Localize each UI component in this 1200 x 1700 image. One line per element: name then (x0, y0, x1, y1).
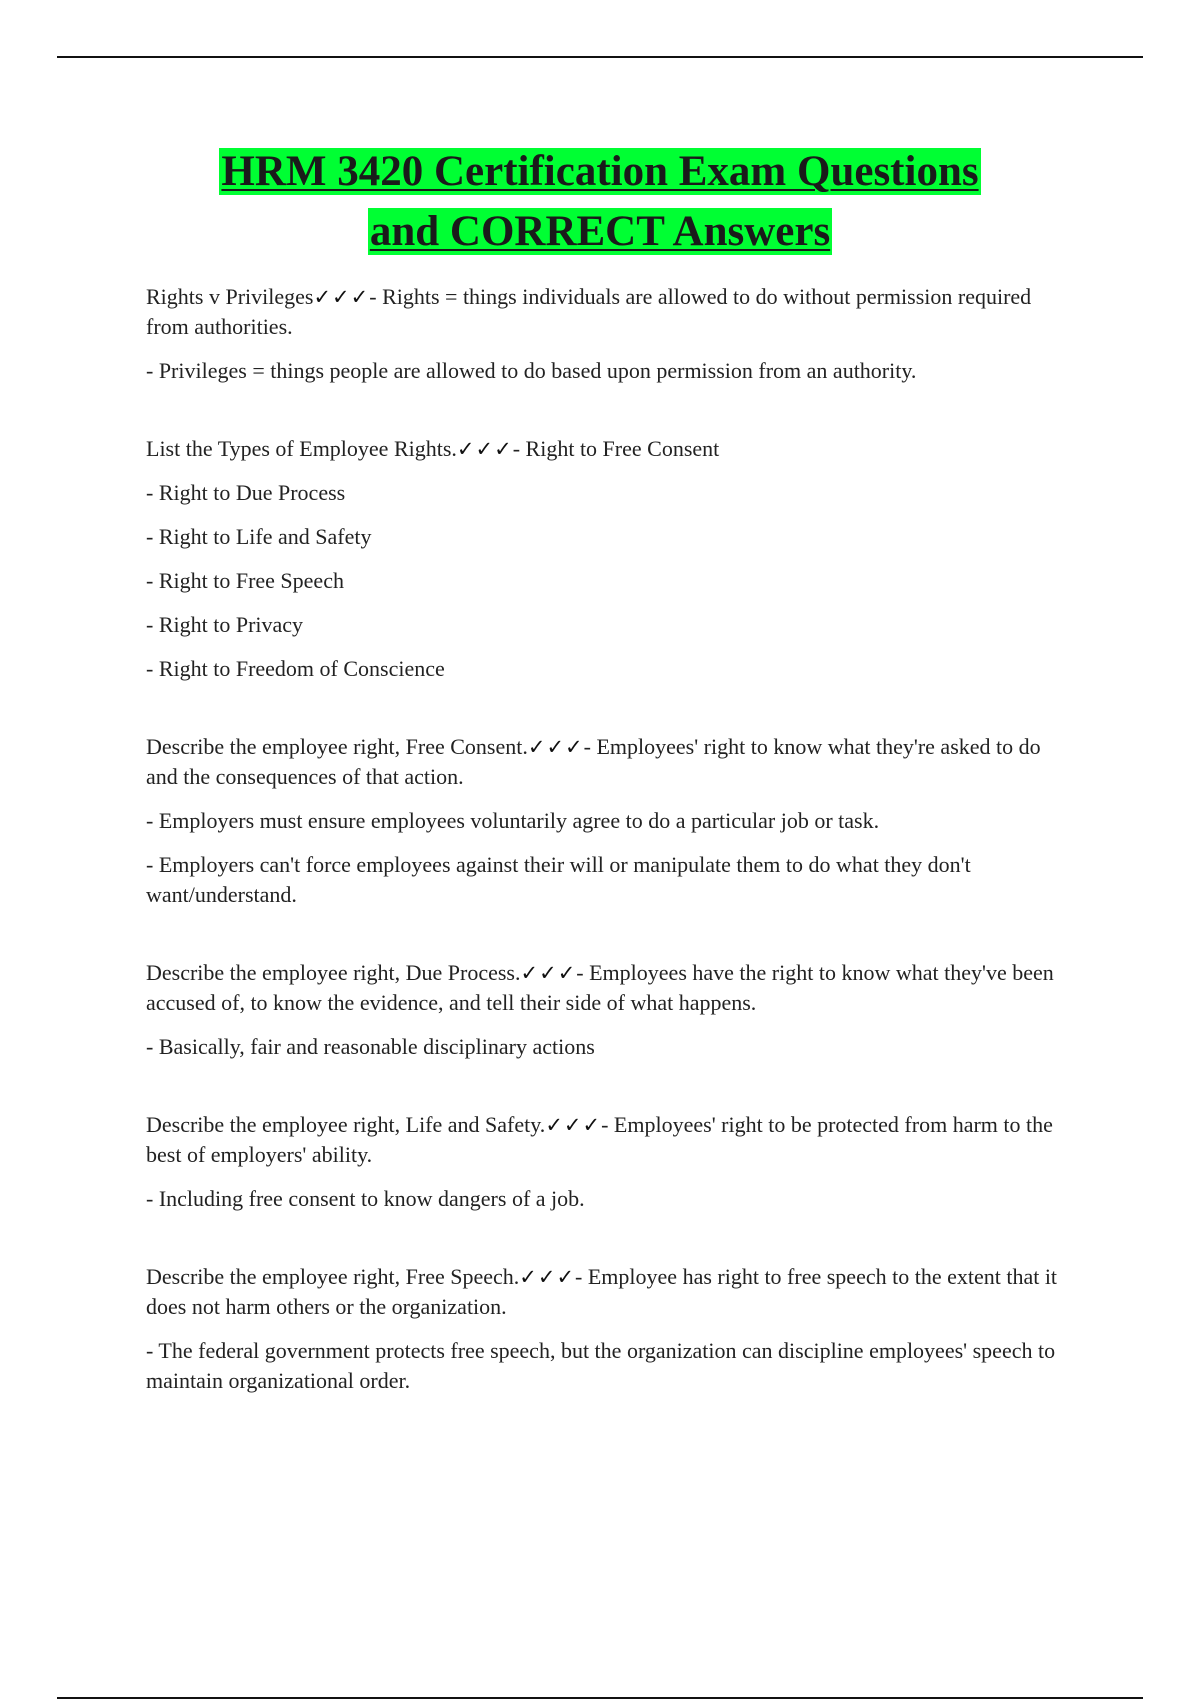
question-text: Describe the employee right, Life and Safety. (146, 1112, 546, 1137)
question-text: List the Types of Employee Rights. (146, 436, 457, 461)
top-rule (57, 56, 1143, 58)
qa-question-line (146, 732, 1066, 792)
answer-line: - Right to Due Process (146, 480, 346, 505)
question-text: Rights v Privileges (146, 284, 314, 309)
answer-text: - Employees' right to know what they're asked to do and the consequences of that action. (146, 734, 1041, 789)
check-marks-icon: ✓✓✓ (313, 285, 370, 309)
qa-question-line (146, 434, 1066, 464)
answer-line: - Right to Life and Safety (146, 524, 372, 549)
answer-line: - Employers can't force employees against their will or manipulate them to do what they don't want/understand. (146, 852, 971, 907)
check-marks-icon: ✓✓✓ (545, 1113, 602, 1137)
answer-text: - Right to Free Consent (512, 436, 720, 461)
answer-text: - Rights = things individuals are allowed to do without permission required from authorities. (146, 284, 1032, 339)
qa-block (146, 958, 1066, 1062)
answer-line: - Privileges = things people are allowed to do based upon permission from an authority. (146, 358, 917, 383)
qa-question-line (146, 1110, 1066, 1170)
check-marks-icon: ✓✓✓ (519, 1265, 576, 1289)
title-line-1: HRM 3420 Certification Exam Questions (221, 148, 979, 195)
answer-text: - Employee has right to free speech to the extent that it does not harm others or the organization. (146, 1264, 1058, 1319)
qa-block (146, 282, 1066, 386)
check-marks-icon: ✓✓✓ (456, 437, 513, 461)
qa-block (146, 1262, 1066, 1396)
check-marks-icon: ✓✓✓ (527, 735, 584, 759)
answer-text: - Employees have the right to know what they've been accused of, to know the evidence, and tell their side of what happens. (146, 960, 1054, 1015)
document-title (60, 142, 1140, 262)
qa-question-line (146, 958, 1066, 1018)
check-marks-icon: ✓✓✓ (520, 961, 577, 985)
qa-list (146, 282, 1066, 1444)
qa-block (146, 1110, 1066, 1214)
answer-line: - Right to Free Speech (146, 568, 344, 593)
answer-line: - The federal government protects free speech, but the organization can discipline employees' speech to maintain organizational order. (146, 1338, 1056, 1393)
bottom-rule (57, 1697, 1143, 1699)
question-text: Describe the employee right, Free Speech. (146, 1264, 520, 1289)
answer-line: - Basically, fair and reasonable disciplinary actions (146, 1034, 595, 1059)
qa-block (146, 434, 1066, 684)
question-text: Describe the employee right, Free Consent. (146, 734, 528, 759)
question-text: Describe the employee right, Due Process. (146, 960, 521, 985)
answer-line: - Right to Privacy (146, 612, 304, 637)
answer-line: - Including free consent to know dangers of a job. (146, 1186, 585, 1211)
qa-question-line (146, 1262, 1066, 1322)
answer-line: - Right to Freedom of Conscience (146, 656, 445, 681)
qa-question-line (146, 282, 1066, 342)
title-line-2: and CORRECT Answers (369, 208, 831, 255)
qa-block (146, 732, 1066, 910)
answer-line: - Employers must ensure employees voluntarily agree to do a particular job or task. (146, 808, 880, 833)
answer-text: - Employees' right to be protected from harm to the best of employers' ability. (146, 1112, 1053, 1167)
